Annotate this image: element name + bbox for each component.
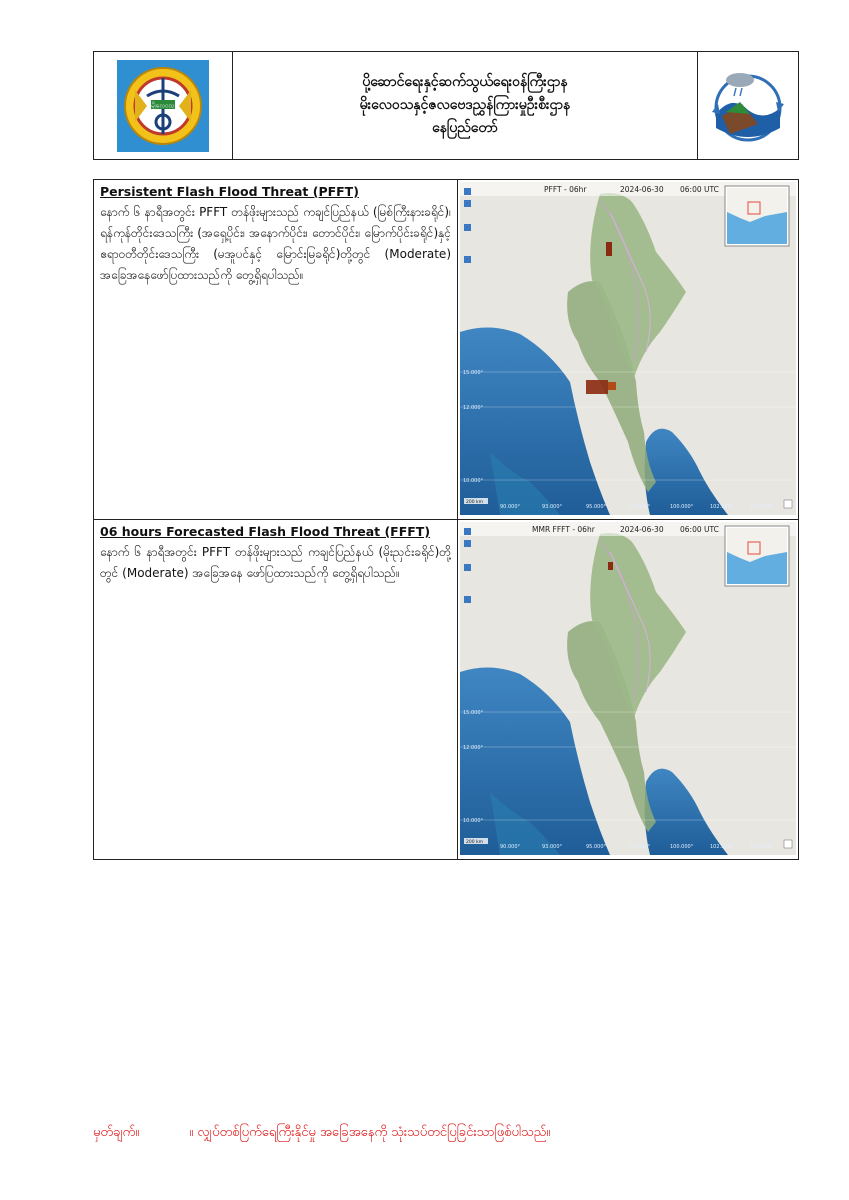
ffft-map[interactable]: [460, 522, 796, 855]
document-header: [93, 51, 799, 160]
fullscreen-icon[interactable]: [784, 840, 792, 848]
svg-text:100.000°: 100.000°: [670, 844, 694, 850]
dmh-logo: [117, 60, 209, 152]
zoom-in-icon[interactable]: [464, 188, 471, 195]
table-row: [94, 180, 798, 520]
svg-text:97.500°: 97.500°: [630, 504, 650, 510]
fullscreen-icon[interactable]: [784, 500, 792, 508]
ffft-description: နောက် ၆ နာရီအတွင်း PFFT တန်ဖိုးများသည် ကချင်ပြည်နယ် (မိုးညှင်းခရိုင်)တို့တွင် (Moderate) အခြေအနေ ဖော်ပြထားသည်ကို တွေ့ရှိရပါသည်။: [100, 545, 451, 580]
svg-text:100.000°: 100.000°: [670, 504, 694, 510]
map-time: 06:00 UTC: [680, 185, 719, 194]
svg-text:95.000°: 95.000°: [586, 844, 606, 850]
svg-text:93.000°: 93.000°: [542, 844, 562, 850]
department-name: မိုးလေဝသနှင့်ဇလဗေဒညွှန်ကြားမှုဦးစီးဌာန: [359, 97, 571, 113]
hydro-cycle-logo: [706, 64, 790, 148]
svg-text:မိုးလေဝသ: မိုးလေဝသ: [151, 102, 175, 109]
ffft-map-cell: [458, 520, 798, 859]
svg-text:93.000°: 93.000°: [542, 504, 562, 510]
svg-text:97.500°: 97.500°: [630, 844, 650, 850]
svg-text:105.000°: 105.000°: [750, 844, 774, 850]
pfft-description: နောက် ၆ နာရီအတွင်း PFFT တန်ဖိုးများသည် ကချင်ပြည်နယ် (မြစ်ကြီးနားခရိုင်)၊ ရန်ကုန်တိုင်းဒေသကြီး (အရှေ့ပိုင်း၊ အနောက်ပိုင်း၊ တောင်ပိုင်း၊ မြောက်ပိုင်းခရိုင်)နှင့် ဧရာဝတီတိုင်းဒေသကြီး (မအူပင်နှင့် မြောင်းမြခရိုင်)တို့တွင် (Moderate) အခြေအနေဖော်ပြထားသည်ကို တွေ့ရှိရပါသည်။: [100, 205, 451, 282]
pfft-text-cell: [94, 180, 458, 519]
map-date: 2024-06-30: [620, 185, 664, 194]
home-icon[interactable]: [464, 596, 471, 603]
ffft-title: 06 hours Forecasted Flash Flood Threat (FFFT): [100, 524, 431, 539]
layers-icon[interactable]: [464, 224, 471, 231]
svg-text:90.000°: 90.000°: [500, 504, 520, 510]
table-row: [94, 520, 798, 859]
scale-bar: 200 km: [466, 840, 484, 845]
layers-icon[interactable]: [464, 564, 471, 571]
pfft-map-cell: [458, 180, 798, 519]
svg-text:102.500°: 102.500°: [710, 844, 734, 850]
footer-label: မှတ်ချက်။: [93, 1125, 140, 1140]
svg-text:12.000°: 12.000°: [463, 745, 483, 751]
map-date: 2024-06-30: [620, 525, 664, 534]
ministry-name: ပို့ဆောင်ရေးနှင့်ဆက်သွယ်ရေးဝန်ကြီးဌာန: [362, 74, 568, 90]
header-title-cell: [233, 52, 699, 159]
zoom-out-icon[interactable]: [464, 200, 471, 207]
ffft-text-cell: [94, 520, 458, 859]
location-name: နေပြည်တော်: [432, 120, 498, 136]
map-time: 06:00 UTC: [680, 525, 719, 534]
footer-text: ။ လျှပ်တစ်ပြက်ရေကြီးနိုင်မှု အခြေအနေကို သုံးသပ်တင်ပြခြင်းသာဖြစ်ပါသည်။: [189, 1125, 551, 1140]
svg-text:105.000°: 105.000°: [750, 504, 774, 510]
svg-text:95.000°: 95.000°: [586, 504, 606, 510]
right-logo-cell: [698, 52, 798, 159]
svg-text:10.000°: 10.000°: [463, 478, 483, 484]
svg-text:15.000°: 15.000°: [463, 710, 483, 716]
svg-text:12.000°: 12.000°: [463, 405, 483, 411]
flood-threat-table: [93, 179, 799, 860]
svg-text:15.000°: 15.000°: [463, 370, 483, 376]
svg-text:10.000°: 10.000°: [463, 818, 483, 824]
home-icon[interactable]: [464, 256, 471, 263]
zoom-out-icon[interactable]: [464, 540, 471, 547]
scale-bar: 200 km: [466, 500, 484, 505]
left-logo-cell: [94, 52, 233, 159]
zoom-in-icon[interactable]: [464, 528, 471, 535]
footer-note: [93, 1124, 596, 1143]
pfft-map[interactable]: [460, 182, 796, 515]
map-title: MMR FFFT - 06hr: [532, 525, 595, 534]
svg-text:102.500°: 102.500°: [710, 504, 734, 510]
pfft-title: Persistent Flash Flood Threat (PFFT): [100, 184, 359, 199]
svg-text:90.000°: 90.000°: [500, 844, 520, 850]
map-title: PFFT - 06hr: [544, 185, 587, 194]
